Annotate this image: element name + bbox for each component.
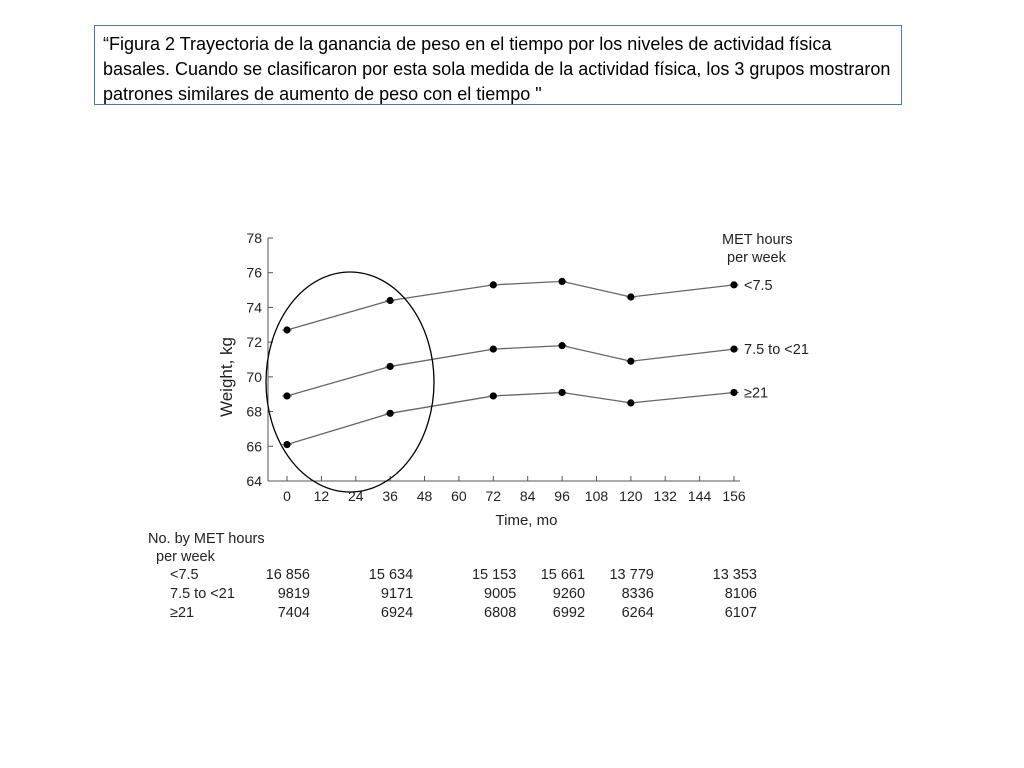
data-point — [627, 358, 634, 365]
table-cell: 9171 — [380, 586, 414, 602]
data-point — [730, 345, 737, 352]
table-cell: 13 353 — [712, 567, 757, 583]
y-tick-label: 70 — [246, 368, 262, 385]
data-point — [283, 392, 290, 399]
data-point — [283, 326, 290, 333]
y-tick-label: 78 — [246, 230, 262, 246]
x-tick-label: 60 — [451, 488, 467, 504]
data-point — [558, 342, 565, 349]
x-tick-label: 36 — [382, 488, 398, 504]
y-tick-label: 72 — [246, 334, 262, 351]
data-point — [627, 293, 634, 300]
data-point — [558, 389, 565, 396]
x-tick-label: 132 — [653, 488, 677, 504]
legend-entry: <7.5 — [744, 277, 773, 294]
chart-axes — [217, 230, 746, 529]
x-tick-label: 24 — [347, 488, 364, 504]
table-row-label: ≥21 — [170, 605, 195, 621]
y-tick-label: 66 — [246, 438, 262, 455]
x-tick-label: 48 — [416, 488, 433, 504]
y-tick-label: 76 — [246, 264, 262, 281]
data-point — [627, 399, 634, 406]
y-tick-label: 64 — [246, 473, 262, 489]
data-point — [730, 389, 737, 396]
data-point — [387, 297, 394, 304]
x-tick-label: 108 — [584, 488, 609, 504]
x-tick-label: 84 — [519, 488, 536, 504]
table-cell: 7404 — [277, 605, 310, 621]
data-point — [387, 363, 394, 370]
series-line — [287, 281, 734, 330]
x-axis-title: Time, mo — [495, 512, 558, 529]
legend-title-line1: MET hours — [722, 232, 793, 248]
y-axis-title: Weight, kg — [217, 336, 236, 418]
data-point — [490, 345, 497, 352]
table-cell: 9260 — [552, 586, 586, 602]
count-table — [148, 531, 757, 621]
x-tick-label: 144 — [687, 488, 712, 504]
x-tick-label: 0 — [283, 488, 291, 504]
series-line — [287, 392, 734, 444]
table-header-line1: No. by MET hours — [148, 531, 265, 547]
table-cell: 15 661 — [540, 567, 586, 583]
legend-title-line2: per week — [727, 250, 786, 266]
figure-caption: “Figura 2 Trayectoria de la ganancia de peso en el tiempo por los niveles de actividad física basales. Cuando se clasificaron por esta sola medida de la actividad física, los 3 grupos mostraron patrones similares de aumento de peso con el tiempo " — [94, 25, 902, 105]
data-point — [558, 278, 565, 285]
x-tick-label: 156 — [722, 488, 746, 504]
table-cell: 15 634 — [368, 567, 414, 583]
data-point — [730, 281, 737, 288]
highlight-circle — [266, 272, 434, 492]
chart-annotation — [266, 272, 434, 492]
data-point — [490, 281, 497, 288]
table-cell: 6992 — [552, 605, 586, 621]
data-point — [387, 410, 394, 417]
table-header-line2: per week — [156, 549, 215, 565]
table-row-label: 7.5 to <21 — [170, 586, 235, 602]
x-tick-label: 96 — [554, 488, 570, 504]
data-point — [283, 441, 290, 448]
data-point — [490, 392, 497, 399]
table-cell: 13 779 — [609, 567, 654, 583]
x-tick-label: 72 — [485, 488, 502, 504]
table-cell: 8336 — [621, 586, 654, 602]
y-tick-label: 68 — [246, 403, 262, 420]
chart-legend — [722, 232, 809, 401]
table-cell: 9005 — [484, 586, 517, 602]
legend-entry: ≥21 — [744, 385, 769, 402]
x-tick-label: 12 — [313, 488, 330, 504]
table-cell: 16 856 — [265, 567, 310, 583]
table-cell: 6264 — [621, 605, 654, 621]
y-tick-label: 74 — [246, 299, 262, 316]
table-row-label: <7.5 — [170, 567, 199, 583]
table-cell: 6107 — [724, 605, 757, 621]
table-cell: 9819 — [277, 586, 310, 602]
table-cell: 6808 — [484, 605, 517, 621]
x-tick-label: 120 — [619, 488, 643, 504]
table-cell: 15 153 — [471, 567, 517, 583]
series-line — [287, 346, 734, 396]
table-cell: 6924 — [380, 605, 414, 621]
table-cell: 8106 — [724, 586, 757, 602]
chart-series — [282, 278, 739, 448]
legend-entry: 7.5 to <21 — [744, 342, 809, 359]
